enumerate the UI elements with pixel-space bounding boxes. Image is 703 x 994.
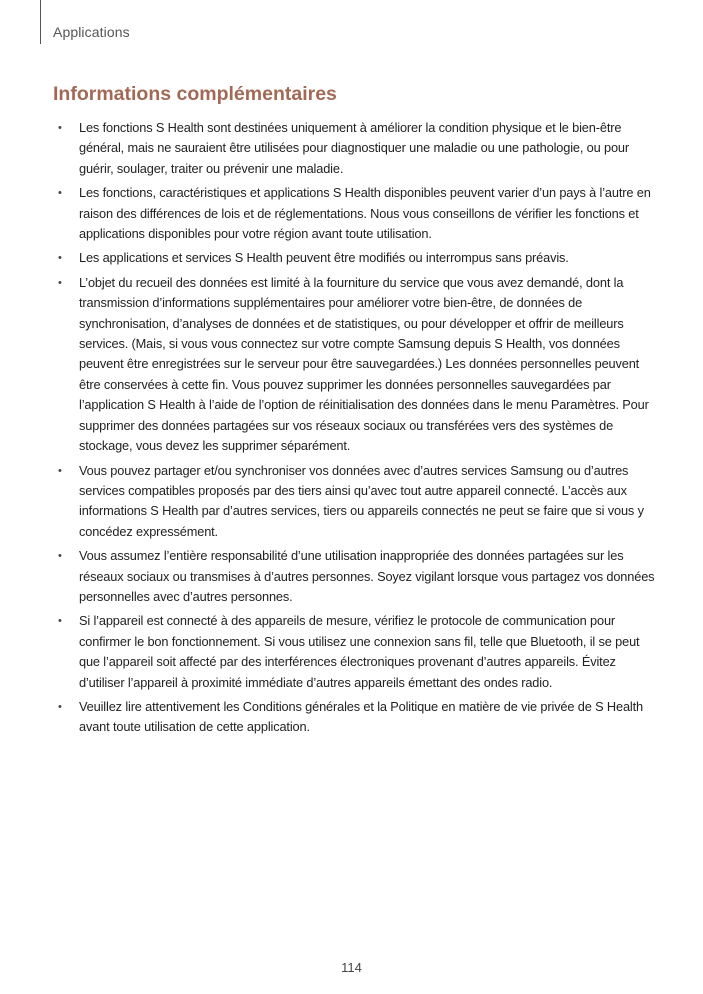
bullet-text: Vous assumez l’entière responsabilité d’une utilisation inappropriée des données partagées sur les réseaux sociaux ou transmises à d’autres personnes. Soyez vigilant lorsque vous partagez vos données personnelles avec d’autres personnes. — [79, 548, 655, 604]
list-item — [58, 461, 656, 543]
bullet-icon: • — [58, 615, 62, 628]
list-item — [58, 697, 656, 738]
bullet-text: Les fonctions S Health sont destinées uniquement à améliorer la condition physique et le bien-être général, mais ne sauraient être utilisées pour diagnostiquer une maladie ou une pathologie, ou pour guérir, soulager, traiter ou prévenir une maladie. — [79, 120, 630, 176]
list-item — [58, 273, 656, 457]
header-title: Applications — [53, 24, 130, 40]
bullet-icon: • — [58, 187, 62, 200]
bullet-icon: • — [58, 122, 62, 134]
bullet-text: Veuillez lire attentivement les Conditions générales et la Politique en matière de vie privée de S Health avant toute utilisation de cette application. — [79, 698, 643, 735]
bullet-icon: • — [58, 464, 62, 477]
bullet-text: Vous pouvez partager et/ou synchroniser vos données avec d’autres services Samsung ou d’autres services compatibles proposés par des tiers ainsi qu’avec tout autre appareil connecté. L’accès aux informations S Health par d’autres services, tiers ou appareils connectés ne peut se faire que si vous y concédez expressément. — [79, 462, 644, 539]
bullet-text: Les fonctions, caractéristiques et applications S Health disponibles peuvent varier d’un pays à l’autre en raison des différences de lois et de réglementations. Nous vous conseillons de vérifier les fonctions et applications disponibles pour votre région avant toute utilisation. — [79, 185, 651, 242]
bullet-icon: • — [58, 276, 62, 289]
list-item — [58, 611, 656, 693]
bullet-text: L’objet du recueil des données est limité à la fourniture du service que vous avez demandé, dont la transmission d’informations supplémentaires pour améliorer votre bien-être, de données de synchronisation, d’analyses de données et de statistiques, ou pour développer et offrir de meilleurs services. (Mais, si vous vous connectez sur votre compte Samsung depuis S Health, vos données peuvent être enregistrées sur le serveur pour être sauvegardées.) Les données personnelles peuvent être conservées à cette fin. Vous pouvez supprimer les données personnelles sauvegardées par l’application S Health à l’aide de l’option de réinitialisation des données dans le menu Paramètres. Pour supprimer des données partagées sur vos réseaux sociaux ou transférées vers des systèmes de stockage, vous devez les supprimer séparément. — [79, 274, 649, 454]
bullet-text: Si l’appareil est connecté à des appareils de mesure, vérifiez le protocole de communication pour confirmer le bon fonctionnement. Si vous utilisez une connexion sans fil, telle que Bluetooth, il se peut que l’appareil soit affecté par des interférences électroniques provenant d’autres appareils. Évitez d’utiliser l’appareil à proximité immédiate d’autres appareils émettant des ondes radio. — [79, 613, 640, 690]
header-rule — [40, 0, 41, 44]
list-item — [58, 248, 656, 268]
bullet-icon: • — [58, 700, 62, 713]
list-item — [58, 118, 656, 179]
page-number: 114 — [341, 960, 362, 975]
list-item — [58, 546, 656, 607]
bullet-list — [58, 118, 656, 742]
bullet-icon: • — [58, 252, 62, 265]
bullet-text: Les applications et services S Health peuvent être modifiés ou interrompus sans préavis. — [79, 250, 569, 266]
bullet-icon: • — [58, 550, 62, 563]
section-title: Informations complémentaires — [53, 83, 337, 105]
list-item — [58, 183, 656, 244]
